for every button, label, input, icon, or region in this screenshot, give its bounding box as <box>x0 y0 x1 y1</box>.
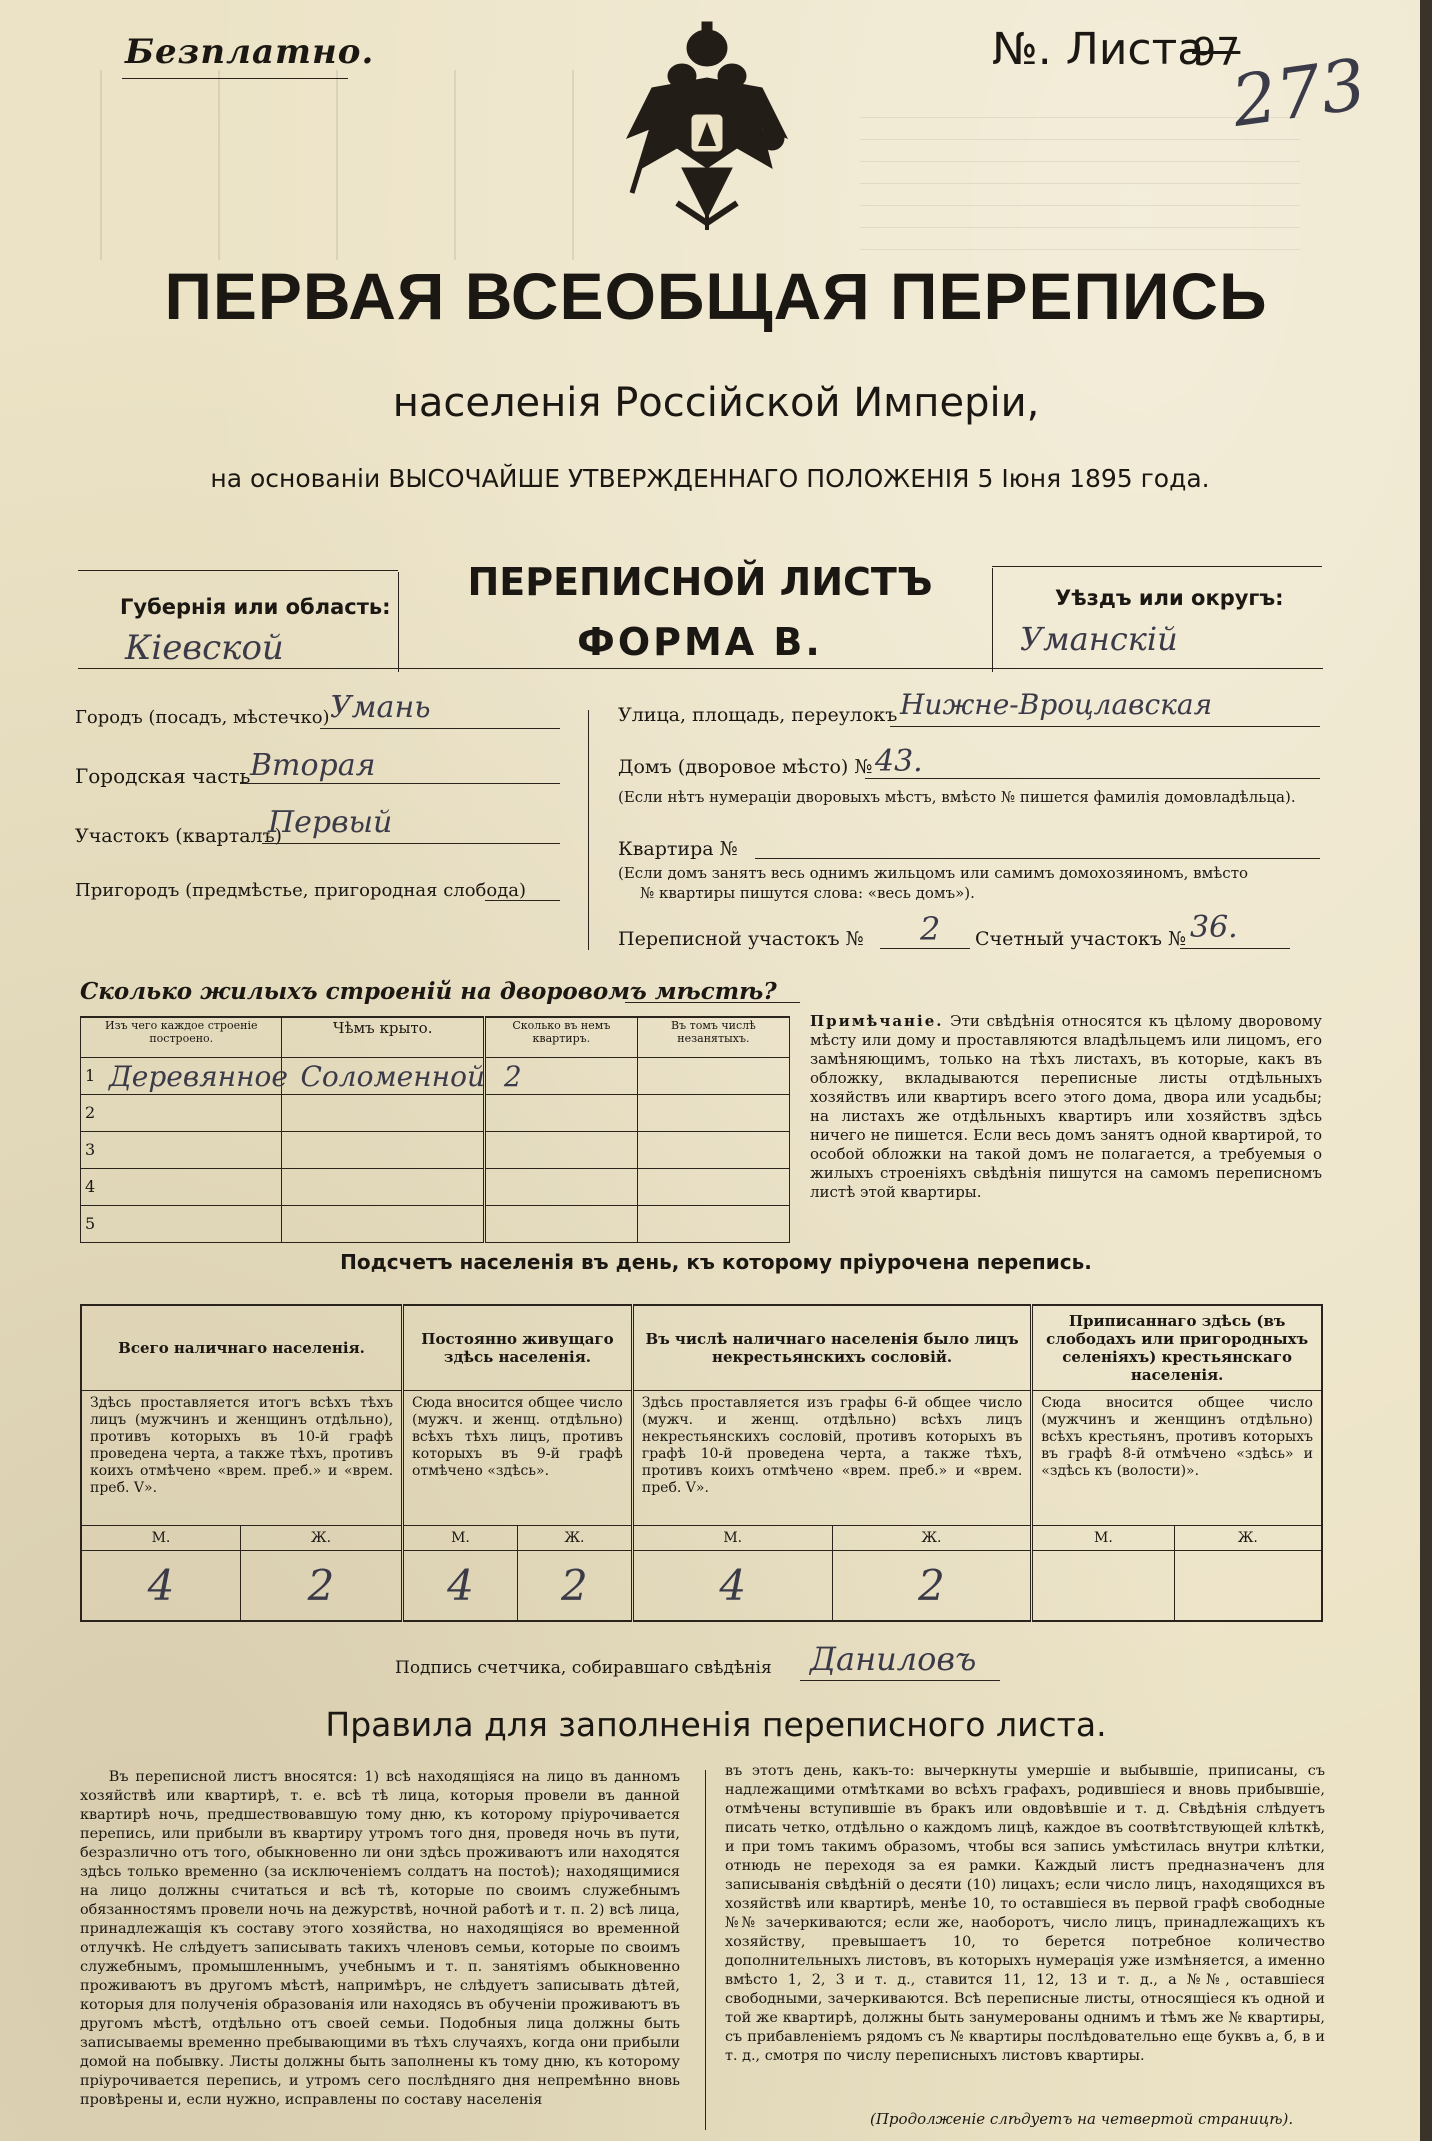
house-label: Домъ (дворовое мѣсто) № <box>618 756 873 778</box>
buildings-note-text: Эти свѣдѣнія относятся къ цѣлому дворовому мѣсту или дому и проставляются владѣльцемъ или лицомъ, его замѣняющимъ, только на тѣхъ листахъ, въ которые, какъ въ обложку, вкладываются переписные листы отдѣльныхъ хозяйствъ или квартиръ всего этого дома, двора или усадьбы; на листахъ же отдѣльныхъ квартиръ или хозяйствъ здѣсь ничего не пишется. Если весь домъ занятъ одной квартирой, то особой обложки на такой домъ не полагается, а требуемыя о жилыхъ строеніяхъ свѣдѣнія пишутся на самомъ переписномъ листѣ этой квартиры. <box>810 1012 1322 1201</box>
province-label: Губернія или область: <box>120 595 391 619</box>
free-label: Безплатно. <box>125 32 375 72</box>
page-subtitle: населенія Россійской Имперіи, <box>392 380 1040 426</box>
population-female-label: Ж. <box>517 1526 632 1551</box>
buildings-cell-flats <box>484 1057 637 1094</box>
population-col-title: Въ числѣ наличнаго населенія было лицъ некрестьянскихъ сословій. <box>632 1305 1031 1391</box>
buildings-cell-material <box>81 1205 282 1242</box>
population-female-label: Ж. <box>1174 1526 1322 1551</box>
buildings-cell-roof-value: Соломенной <box>300 1059 486 1093</box>
buildings-question: Сколько жилыхъ строеній на дворовомъ мѣстѣ? <box>80 978 777 1005</box>
house-note: (Если нѣтъ нумераціи дворовыхъ мѣстъ, вмѣсто № пишется фамилія домовладѣльца). <box>618 788 1296 806</box>
district-label: Уѣздъ или округъ: <box>1055 586 1284 610</box>
buildings-row-number: 1 <box>85 1065 96 1085</box>
suburb-label: Пригородъ (предмѣстье, пригородная слобода) <box>75 880 527 901</box>
buildings-table <box>80 1016 790 1243</box>
buildings-note <box>810 1012 1322 1202</box>
population-col-desc: Здѣсь проставляется итогъ всѣхъ тѣхъ лицъ (мужчинъ и женщинъ отдѣльно), противъ которыхъ въ 10-й графѣ проведена черта, а также тѣхъ, противъ коихъ отмѣчено «врем. преб.» и «врем. преб. V». <box>81 1391 403 1526</box>
population-col-desc: Сюда вносится общее число (мужч. и женщ. отдѣльно) всѣхъ тѣхъ лицъ, противъ которыхъ въ 9-й графѣ отмѣчено «здѣсь». <box>403 1391 633 1526</box>
population-male-label: М. <box>81 1526 240 1551</box>
buildings-row <box>81 1094 790 1131</box>
count-area-value: 36. <box>1190 910 1238 945</box>
population-col-title: Постоянно живущаго здѣсь населенія. <box>403 1305 633 1391</box>
population-male-label: М. <box>632 1526 832 1551</box>
buildings-cell-roof <box>282 1057 484 1094</box>
province-value: Кіевской <box>125 628 284 668</box>
buildings-cell-material <box>81 1168 282 1205</box>
sheet-number-handwritten: 273 <box>1226 43 1371 143</box>
rules-heading: Правила для заполненія переписного листа. <box>325 1705 1107 1744</box>
buildings-header-roof: Чѣмъ крыто. <box>282 1017 484 1057</box>
city-part-value: Вторая <box>250 748 376 783</box>
buildings-cell-material-value: Деревянное <box>109 1059 288 1093</box>
buildings-cell-vacant <box>637 1205 789 1242</box>
buildings-cell-vacant <box>637 1168 789 1205</box>
population-female-value: 2 <box>517 1551 632 1621</box>
population-female-label: Ж. <box>240 1526 402 1551</box>
house-value: 43. <box>875 744 923 779</box>
census-area-value: 2 <box>920 910 941 948</box>
population-male-label: М. <box>1032 1526 1174 1551</box>
buildings-header-vacant: Въ томъ числѣ незанятыхъ. <box>637 1017 789 1057</box>
buildings-cell-material <box>81 1131 282 1168</box>
buildings-row-number: 4 <box>85 1176 96 1196</box>
buildings-header-flats: Сколько въ немъ квартиръ. <box>484 1017 637 1057</box>
flat-note-1: (Если домъ занятъ весь однимъ жильцомъ или самимъ домохозяиномъ, вмѣсто <box>618 864 1249 882</box>
population-col-title: Всего наличнаго населенія. <box>81 1305 403 1391</box>
population-female-label: Ж. <box>832 1526 1032 1551</box>
street-value: Нижне-Вроцлавская <box>900 688 1213 721</box>
buildings-cell-roof <box>282 1131 484 1168</box>
city-value: Умань <box>330 690 431 725</box>
population-male-value: 4 <box>403 1551 518 1621</box>
buildings-note-lead: Примѣчаніе. <box>810 1012 944 1030</box>
population-male-value: 4 <box>81 1551 240 1621</box>
buildings-cell-flats <box>484 1131 637 1168</box>
buildings-cell-flats <box>484 1094 637 1131</box>
population-col-desc: Здѣсь проставляется изъ графы 6-й общее число (мужч. и женщ. отдѣльно) всѣхъ лицъ некрестьянскихъ сословій, противъ которыхъ въ графѣ 10-й проведена черта, а также тѣхъ, противъ коихъ отмѣчено «врем. преб.» и «врем. преб. V». <box>632 1391 1031 1526</box>
street-label: Улица, площадь, переулокъ <box>618 704 898 726</box>
buildings-row-number: 5 <box>85 1213 96 1233</box>
population-female-value <box>1174 1551 1322 1621</box>
imperial-eagle-emblem-icon <box>622 18 792 233</box>
population-col-desc: Сюда вносится общее число (мужчинъ и женщинъ отдѣльно) всѣхъ крестьянъ, противъ которыхъ въ графѣ 8-й отмѣчено «здѣсь» и «здѣсь къ (волости)». <box>1032 1391 1322 1526</box>
buildings-cell-vacant <box>637 1057 789 1094</box>
buildings-cell-flats <box>484 1168 637 1205</box>
buildings-header-material: Изъ чего каждое строеніе построено. <box>81 1017 282 1057</box>
city-label: Городъ (посадъ, мѣстечко) <box>75 707 330 728</box>
buildings-cell-roof <box>282 1205 484 1242</box>
buildings-cell-roof <box>282 1168 484 1205</box>
buildings-cell-flats-value: 2 <box>503 1059 522 1093</box>
precinct-label: Участокъ (кварталъ) <box>75 825 283 847</box>
signature-label: Подпись счетчика, собиравшаго свѣдѣнія <box>395 1658 772 1678</box>
buildings-cell-vacant <box>637 1131 789 1168</box>
buildings-cell-flats <box>484 1205 637 1242</box>
flat-label: Квартира № <box>618 838 738 860</box>
buildings-cell-vacant <box>637 1094 789 1131</box>
rules-continued-note: (Продолженіе слѣдуетъ на четвертой страницѣ). <box>870 2110 1294 2128</box>
buildings-row <box>81 1205 790 1242</box>
form-type: ФОРМА В. <box>577 620 823 664</box>
count-area-label: Счетный участокъ № <box>975 928 1186 950</box>
population-female-value: 2 <box>832 1551 1032 1621</box>
district-value: Уманскій <box>1020 620 1178 658</box>
flat-note-2: № квартиры пишутся слова: «весь домъ»). <box>640 884 975 902</box>
buildings-cell-roof <box>282 1094 484 1131</box>
sheet-number-struck: 97 <box>1192 30 1241 74</box>
population-male-label: М. <box>403 1526 518 1551</box>
bleed-through-columns-left <box>100 70 580 260</box>
city-part-label: Городская часть <box>75 764 251 788</box>
legal-basis-line: на основаніи ВЫСОЧАЙШЕ УТВЕРЖДЕННАГО ПОЛОЖЕНІЯ 5 Іюня 1895 года. <box>210 464 1210 493</box>
population-male-value: 4 <box>632 1551 832 1621</box>
population-col-title: Приписаннаго здѣсь (въ слободахъ или пригородныхъ селеніяхъ) крестьянскаго населенія. <box>1032 1305 1322 1391</box>
population-table <box>80 1304 1323 1622</box>
buildings-row <box>81 1168 790 1205</box>
buildings-cell-material <box>81 1094 282 1131</box>
buildings-row <box>81 1131 790 1168</box>
buildings-row-number: 2 <box>85 1102 96 1122</box>
census-area-label: Переписной участокъ № <box>618 928 864 950</box>
population-heading: Подсчетъ населенія въ день, къ которому пріурочена перепись. <box>340 1250 1092 1274</box>
rules-left-column: Въ переписной листъ вносятся: 1) всѣ находящіяся на лицо въ данномъ хозяйствѣ или квартирѣ, т. е. всѣ тѣ лица, которыя провели въ данной квартирѣ ночь, предшествовавшую тому дню, къ которому пріурочивается перепись, или прибыли въ квартиру утромъ того дня, проведя ночь въ пути, безразлично отъ того, обыкновенно ли они здѣсь проживаютъ или находятся здѣсь только временно (за исключеніемъ солдатъ на постоѣ); находящимися на лицо должны считаться и всѣ тѣ, которые по своимъ служебнымъ обязанностямъ провели ночь на дежурствѣ, ночной работѣ и т. п. 2) всѣ лица, принадлежащія къ составу этого хозяйства, но находящіяся во временной отлучкѣ. Не слѣдуетъ записывать такихъ членовъ семьи, которые по своимъ служебнымъ, промышленнымъ, учебнымъ и т. п. занятіямъ обыкновенно проживаютъ въ другомъ мѣстѣ, напримѣръ, не слѣдуетъ записывать дѣтей, которыя для полученія образованія или находясь въ обученіи проживаютъ въ другомъ мѣстѣ, отдѣльно отъ своей семьи. Подобныя лица должны быть записываемы временно пребывающими въ тѣхъ случаяхъ, когда они прибыли домой на побывку. Листы должны быть заполнены къ тому дню, къ которому пріурочивается перепись, и утромъ сего послѣдняго дня непремѣнно вновь провѣрены и, если нужно, исправлены по составу населенія <box>80 1769 680 2108</box>
rules-right-column: въ этотъ день, какъ-то: вычеркнуты умершіе и выбывшіе, приписаны, съ надлежащими отмѣтками во всѣхъ графахъ, родившіеся и вновь прибывшіе, отмѣчены вступившіе въ бракъ или овдовѣвшіе и т. д. Свѣдѣнія слѣдуетъ писать четко, отдѣльно о каждомъ лицѣ, каждое въ соотвѣтствующей клѣткѣ, и при томъ такимъ образомъ, чтобы вся запись умѣстилась внутри клѣтки, отнюдь не переходя за ея рамки. Каждый листъ предназначенъ для записыванія свѣдѣній о десяти (10) лицахъ; если число лицъ, находящихся въ хозяйствѣ или квартирѣ, менѣе 10, то оставшіеся въ первой графѣ свободные №№ зачеркиваются; если же, наоборотъ, число лицъ, принадлежащихъ къ хозяйству, превышаетъ 10, то берется потребное количество дополнительныхъ листовъ, въ которыхъ нумерація уже измѣняется, а именно вмѣсто 1, 2, 3 и т. д., ставится 11, 12, 13 и т. д., а №№, оставшіеся свободными, зачеркиваются. Всѣ переписные листы, относящіеся къ одной и той же квартирѣ, должны быть занумерованы однимъ и тѣмъ же № квартиры, съ прибавленіемъ рядомъ съ № квартиры послѣдовательно еще буквъ а, б, в и т. д., смотря по числу переписныхъ листовъ квартиры. <box>725 1763 1325 2064</box>
buildings-cell-material <box>81 1057 288 1094</box>
population-female-value: 2 <box>240 1551 402 1621</box>
precinct-value: Первый <box>268 805 393 840</box>
bleed-through-text-right <box>860 100 1300 250</box>
sheet-number-label: №. Листа <box>992 24 1205 75</box>
buildings-row <box>81 1057 790 1094</box>
buildings-row-number: 3 <box>85 1139 96 1159</box>
population-male-value <box>1032 1551 1174 1621</box>
page-title: ПЕРВАЯ ВСЕОБЩАЯ ПЕРЕПИСЬ <box>164 259 1268 333</box>
form-name: ПЕРЕПИСНОЙ ЛИСТЪ <box>467 560 933 604</box>
signature-value: Даниловъ <box>810 1640 977 1678</box>
